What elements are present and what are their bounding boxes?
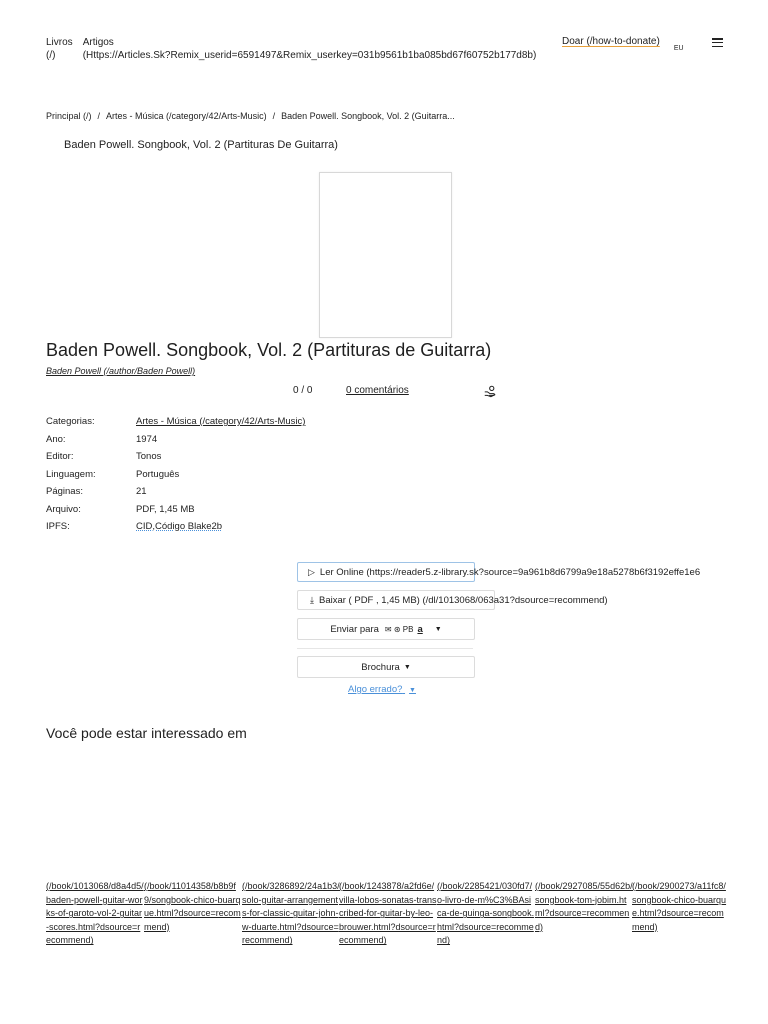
recommendation-link[interactable]: (/book/1243878/a2fd6e/villa-lobos-sonatas-transcribed-for-guitar-by-leo-brouwer.html?dsource=recommend): [339, 881, 437, 946]
hamburger-menu-icon[interactable]: [712, 38, 723, 47]
detail-value: 1974: [136, 433, 158, 445]
detail-label: Editor:: [46, 451, 74, 462]
book-title: Baden Powell. Songbook, Vol. 2 (Partituras de Guitarra): [46, 340, 492, 360]
detail-value: Português: [136, 468, 180, 480]
brochura-label: Brochura: [361, 661, 400, 673]
book-details: [46, 416, 305, 539]
detail-row-publisher: [46, 451, 305, 469]
detail-row-pages: [46, 486, 305, 504]
donate-hand-icon[interactable]: [483, 384, 497, 398]
breadcrumb-home[interactable]: Principal (/): [46, 111, 92, 121]
play-icon: ▷: [308, 566, 315, 577]
donate-link[interactable]: Doar (/how-to-donate): [562, 36, 660, 47]
download-icon: ⤓: [310, 594, 314, 605]
breadcrumb-separator: /: [272, 111, 276, 121]
detail-label: IPFS:: [46, 521, 70, 532]
download-button[interactable]: [297, 590, 608, 610]
nav-articles-label: Artigos: [82, 37, 114, 48]
top-nav: [46, 36, 536, 62]
download-label: Baixar ( PDF , 1,45 MB) (/dl/1013068/063a31?dsource=recommend): [318, 594, 608, 606]
nav-articles-href: (Https://Articles.Sk?Remix_userid=6591497&Remix_userkey=031b9561b1ba085bd67f60752b177d8b): [82, 50, 537, 61]
nav-articles-link[interactable]: [83, 36, 537, 62]
send-to-label: Enviar para: [330, 623, 379, 635]
recommendations-heading: Você pode estar interessado em: [46, 725, 247, 741]
detail-label: Arquivo:: [46, 503, 81, 515]
nav-books-link[interactable]: [46, 36, 73, 62]
book-cover-image[interactable]: [319, 172, 452, 338]
recommendation-link[interactable]: (/book/2900273/a11fc8/songbook-chico-buarque.html?dsource=recommend): [632, 881, 727, 932]
recommendation-link[interactable]: (/book/1013068/d8a4d5/baden-powell-guitar-works-of-garoto-vol-2-guitar-scores.html?dsource=recommend): [46, 881, 144, 946]
detail-category-link[interactable]: Artes - Música (/category/42/Arts-Music): [136, 416, 306, 427]
detail-label: Ano:: [46, 433, 66, 445]
top-nav-right: [562, 36, 723, 52]
recommendation-link[interactable]: (/book/3286892/24a1b3/solo-guitar-arrangements-for-classic-guitar-john-w-duarte.html?dsource=recommend): [242, 881, 340, 946]
detail-label: Páginas:: [46, 486, 83, 497]
send-to-button[interactable]: [297, 618, 475, 640]
amazon-icon: a: [417, 623, 423, 635]
page-subtitle: Baden Powell. Songbook, Vol. 2 (Partituras De Guitarra): [64, 139, 338, 151]
chevron-down-icon: ▼: [403, 663, 411, 671]
detail-row-category: [46, 416, 305, 434]
breadcrumb-separator: /: [97, 111, 101, 121]
detail-label: Categorias:: [46, 416, 95, 427]
detail-value: 21: [136, 486, 147, 497]
read-online-label: Ler Online (https://reader5.z-library.sk?source=9a961b8d6799a9e18a5278b6f3192effe1e6: [319, 566, 701, 578]
detail-ipfs-link[interactable]: CID,Código Blake2b: [136, 521, 223, 532]
detail-row-year: [46, 434, 305, 452]
rating-value: 0 / 0: [293, 385, 313, 396]
read-online-button[interactable]: [297, 562, 701, 582]
send-targets-icons: ✉ ⊛ PB: [384, 624, 414, 634]
detail-row-file: [46, 504, 305, 522]
brochura-button[interactable]: [297, 656, 475, 678]
breadcrumb-current: Baden Powell. Songbook, Vol. 2 (Guitarra...: [281, 111, 455, 121]
comments-link[interactable]: 0 comentários: [346, 385, 409, 396]
chevron-down-icon: ▼: [434, 625, 442, 633]
detail-value: PDF, 1,45 MB: [136, 503, 195, 515]
detail-label: Linguagem:: [46, 468, 96, 480]
recommendation-link[interactable]: (/book/11014358/b8b9f9/songbook-chico-buarque.html?dsource=recommend): [144, 881, 241, 932]
language-switch[interactable]: EU: [673, 45, 684, 52]
recommendation-link[interactable]: (/book/2927085/55d62b/songbook-tom-jobim.html?dsource=recommend): [535, 881, 633, 932]
nav-books-href: (/): [46, 50, 56, 61]
detail-row-ipfs: [46, 521, 305, 539]
recommendations-list: [46, 880, 746, 980]
divider: [297, 648, 473, 649]
nav-books-label: Livros: [46, 37, 73, 48]
breadcrumb: [46, 111, 455, 121]
author-link[interactable]: Baden Powell (/author/Baden Powell): [46, 366, 196, 376]
report-problem-label: Algo errado?: [348, 684, 403, 695]
detail-value: Tonos: [136, 451, 162, 462]
report-problem-link[interactable]: [348, 684, 416, 695]
detail-row-language: [46, 469, 305, 487]
chevron-down-icon: ▼: [409, 687, 416, 694]
breadcrumb-category[interactable]: Artes - Música (/category/42/Arts-Music): [106, 111, 267, 121]
recommendation-link[interactable]: (/book/2285421/030fd7/o-livro-de-m%C3%BAsica-de-guinga-songbook.html?dsource=recommend): [437, 881, 535, 946]
